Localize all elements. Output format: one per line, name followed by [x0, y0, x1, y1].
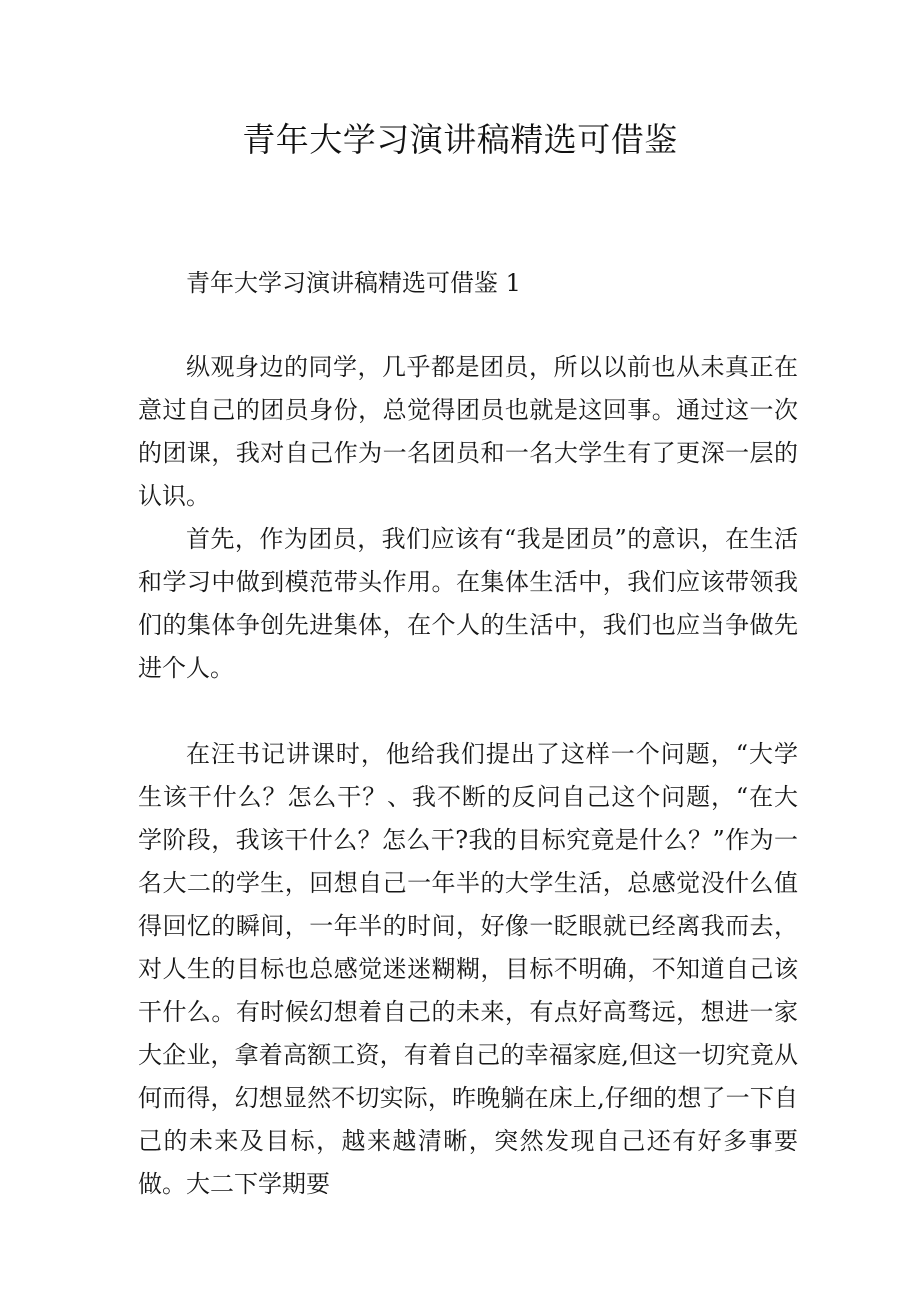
paragraph-1: 纵观身边的同学，几乎都是团员，所以以前也从未真正在意过自己的团员身份，总觉得团员也就是这回事。通过这一次的团课，我对自己作为一名团员和一名大学生有了更深一层的认识。	[138, 353, 798, 510]
section-heading: 青年大学习演讲稿精选可借鉴 1	[186, 269, 521, 297]
paragraph-2: 首先，作为团员，我们应该有“我是团员”的意识，在生活和学习中做到模范带头作用。在集体生活中，我们应该带领我们的集体争创先进集体，在个人的生活中，我们也应当争做先进个人。	[138, 525, 798, 682]
document-title: 青年大学习演讲稿精选可借鉴	[242, 120, 678, 159]
paragraph-3: 在汪书记讲课时，他给我们提出了这样一个问题，“大学生该干什么？怎么干？、我不断的反问自己这个问题，“在大学阶段，我该干什么？怎么干?我的目标究竟是什么？”作为一名大二的学生，回想自己一年半的大学生活，总感觉没什么值得回忆的瞬间，一年半的时间，好像一眨眼就已经离我而去，对人生的目标也总感觉迷迷糊糊，目标不明确，不知道自己该干什么。有时候幻想着自己的未来，有点好高骛远，想进一家大企业，拿着高额工资，有着自己的幸福家庭,但这一切究竟从何而得，幻想显然不切实际，昨晚躺在床上,仔细的想了一下自己的未来及目标，越来越清晰，突然发现自己还有好多事要做。大二下学期要	[138, 740, 798, 1198]
